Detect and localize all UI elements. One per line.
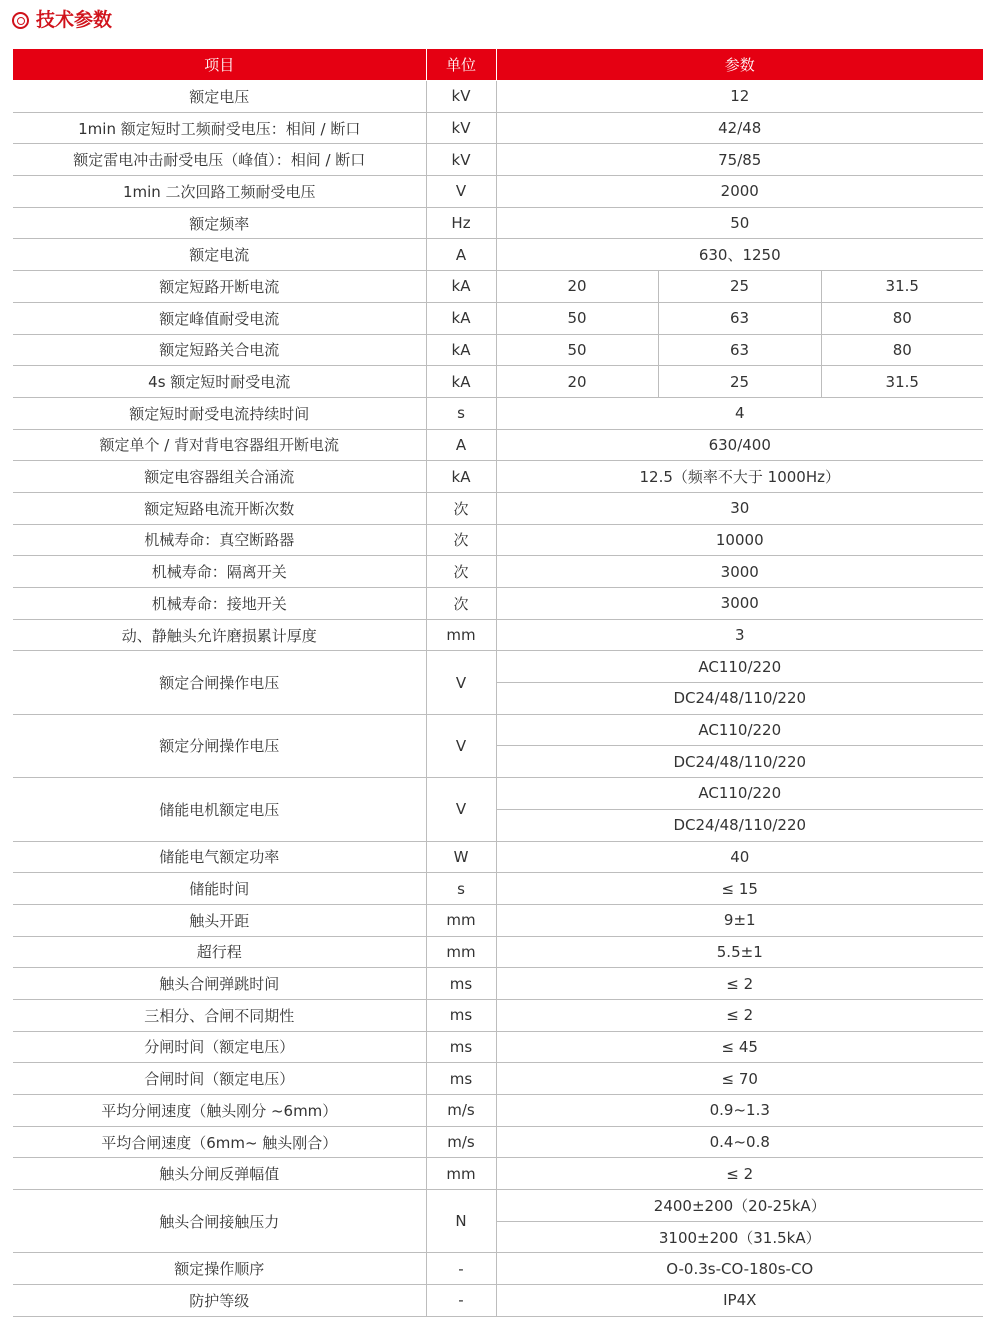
param-value: ≤ 2 xyxy=(496,1158,983,1190)
param-name: 额定电容器组关合涌流 xyxy=(13,461,426,493)
param-value: 10000 xyxy=(496,524,983,556)
table-row xyxy=(13,651,983,683)
param-name: 超行程 xyxy=(13,936,426,968)
param-unit: Hz xyxy=(426,207,496,239)
param-unit: mm xyxy=(426,1158,496,1190)
table-row xyxy=(13,461,983,493)
param-name: 额定电压 xyxy=(13,81,426,113)
table-row xyxy=(13,968,983,1000)
table-row xyxy=(13,873,983,905)
param-name: 动、静触头允许磨损累计厚度 xyxy=(13,619,426,651)
param-unit: kA xyxy=(426,271,496,303)
param-unit: kV xyxy=(426,81,496,113)
param-value: ≤ 45 xyxy=(496,1031,983,1063)
param-value: 50 xyxy=(496,302,658,334)
param-unit: - xyxy=(426,1285,496,1317)
param-name: 额定单个 / 背对背电容器组开断电流 xyxy=(13,429,426,461)
param-value: ≤ 2 xyxy=(496,999,983,1031)
param-value: 5.5±1 xyxy=(496,936,983,968)
param-unit: V xyxy=(426,778,496,841)
param-value: 630、1250 xyxy=(496,239,983,271)
param-value: 25 xyxy=(658,366,821,398)
param-unit: V xyxy=(426,651,496,714)
table-row xyxy=(13,1126,983,1158)
param-unit: ms xyxy=(426,999,496,1031)
spec-table xyxy=(13,49,983,1317)
param-name: 平均合闸速度（6mm~ 触头刚合） xyxy=(13,1126,426,1158)
table-row xyxy=(13,714,983,746)
param-unit: kA xyxy=(426,461,496,493)
param-name: 4s 额定短时耐受电流 xyxy=(13,366,426,398)
table-row xyxy=(13,239,983,271)
param-name: 额定电流 xyxy=(13,239,426,271)
param-name: 额定短路关合电流 xyxy=(13,334,426,366)
param-name: 储能电气额定功率 xyxy=(13,841,426,873)
table-row xyxy=(13,1253,983,1285)
param-value: ≤ 70 xyxy=(496,1063,983,1095)
param-name: 额定合闸操作电压 xyxy=(13,651,426,714)
param-unit: s xyxy=(426,397,496,429)
param-name: 防护等级 xyxy=(13,1285,426,1317)
param-value: 20 xyxy=(496,271,658,303)
param-value: 3 xyxy=(496,619,983,651)
header-param: 参数 xyxy=(496,49,983,81)
param-name: 额定短时耐受电流持续时间 xyxy=(13,397,426,429)
param-value: 3000 xyxy=(496,588,983,620)
double-circle-icon xyxy=(12,12,29,29)
param-value: 80 xyxy=(821,302,983,334)
table-row xyxy=(13,112,983,144)
param-unit: m/s xyxy=(426,1095,496,1127)
table-row xyxy=(13,588,983,620)
param-value: 20 xyxy=(496,366,658,398)
param-value: 63 xyxy=(658,334,821,366)
param-unit: 次 xyxy=(426,492,496,524)
param-unit: W xyxy=(426,841,496,873)
param-name: 触头分闸反弹幅值 xyxy=(13,1158,426,1190)
table-row xyxy=(13,841,983,873)
param-value: 630/400 xyxy=(496,429,983,461)
table-row xyxy=(13,334,983,366)
param-value: DC24/48/110/220 xyxy=(496,809,983,841)
param-name: 触头合闸接触压力 xyxy=(13,1190,426,1253)
param-unit: mm xyxy=(426,619,496,651)
param-unit: m/s xyxy=(426,1126,496,1158)
table-row xyxy=(13,1095,983,1127)
table-header-row xyxy=(13,49,983,81)
param-name: 平均分闸速度（触头刚分 ~6mm） xyxy=(13,1095,426,1127)
table-row xyxy=(13,1063,983,1095)
param-value: 42/48 xyxy=(496,112,983,144)
param-value: 4 xyxy=(496,397,983,429)
param-value: AC110/220 xyxy=(496,778,983,810)
param-value: ≤ 15 xyxy=(496,873,983,905)
param-value: 31.5 xyxy=(821,271,983,303)
table-row xyxy=(13,1190,983,1222)
table-row xyxy=(13,904,983,936)
param-unit: N xyxy=(426,1190,496,1253)
table-row xyxy=(13,492,983,524)
param-value: 12 xyxy=(496,81,983,113)
table-row xyxy=(13,556,983,588)
table-row xyxy=(13,1031,983,1063)
param-unit: kA xyxy=(426,302,496,334)
param-name: 额定雷电冲击耐受电压（峰值）：相间 / 断口 xyxy=(13,144,426,176)
param-value: 80 xyxy=(821,334,983,366)
param-unit: kA xyxy=(426,366,496,398)
param-value: IP4X xyxy=(496,1285,983,1317)
param-value: O-0.3s-CO-180s-CO xyxy=(496,1253,983,1285)
table-row xyxy=(13,1285,983,1317)
param-name: 额定短路开断电流 xyxy=(13,271,426,303)
param-value: 2400±200（20-25kA） xyxy=(496,1190,983,1222)
table-row xyxy=(13,619,983,651)
param-value: 50 xyxy=(496,334,658,366)
param-value: 31.5 xyxy=(821,366,983,398)
param-unit: kA xyxy=(426,334,496,366)
param-unit: mm xyxy=(426,936,496,968)
param-value: 25 xyxy=(658,271,821,303)
table-row xyxy=(13,144,983,176)
param-value: ≤ 2 xyxy=(496,968,983,1000)
table-row xyxy=(13,366,983,398)
param-unit: 次 xyxy=(426,556,496,588)
param-value: DC24/48/110/220 xyxy=(496,683,983,715)
param-unit: V xyxy=(426,176,496,208)
param-unit: V xyxy=(426,714,496,777)
table-row xyxy=(13,207,983,239)
header-unit: 单位 xyxy=(426,49,496,81)
param-unit: 次 xyxy=(426,588,496,620)
table-row xyxy=(13,81,983,113)
section-title-text: 技术参数 xyxy=(36,9,113,31)
param-unit: 次 xyxy=(426,524,496,556)
param-value: 50 xyxy=(496,207,983,239)
param-value: 63 xyxy=(658,302,821,334)
param-name: 额定短路电流开断次数 xyxy=(13,492,426,524)
param-name: 额定峰值耐受电流 xyxy=(13,302,426,334)
spec-table-body xyxy=(13,81,983,1317)
param-value: DC24/48/110/220 xyxy=(496,746,983,778)
param-name: 储能时间 xyxy=(13,873,426,905)
param-unit: mm xyxy=(426,904,496,936)
param-unit: ms xyxy=(426,1031,496,1063)
param-name: 机械寿命：真空断路器 xyxy=(13,524,426,556)
param-name: 额定分闸操作电压 xyxy=(13,714,426,777)
table-row xyxy=(13,936,983,968)
table-row xyxy=(13,778,983,810)
param-name: 1min 额定短时工频耐受电压：相间 / 断口 xyxy=(13,112,426,144)
param-unit: - xyxy=(426,1253,496,1285)
param-value: AC110/220 xyxy=(496,651,983,683)
param-value: 3000 xyxy=(496,556,983,588)
param-value: 75/85 xyxy=(496,144,983,176)
param-unit: kV xyxy=(426,144,496,176)
table-row xyxy=(13,524,983,556)
table-row xyxy=(13,302,983,334)
param-value: 9±1 xyxy=(496,904,983,936)
param-name: 触头开距 xyxy=(13,904,426,936)
param-value: 30 xyxy=(496,492,983,524)
param-value: 40 xyxy=(496,841,983,873)
table-row xyxy=(13,429,983,461)
param-value: AC110/220 xyxy=(496,714,983,746)
param-value: 3100±200（31.5kA） xyxy=(496,1221,983,1253)
param-name: 机械寿命：隔离开关 xyxy=(13,556,426,588)
param-name: 合闸时间（额定电压） xyxy=(13,1063,426,1095)
param-name: 额定频率 xyxy=(13,207,426,239)
param-unit: ms xyxy=(426,968,496,1000)
param-name: 储能电机额定电压 xyxy=(13,778,426,841)
param-value: 2000 xyxy=(496,176,983,208)
param-unit: A xyxy=(426,239,496,271)
param-unit: s xyxy=(426,873,496,905)
param-name: 额定操作顺序 xyxy=(13,1253,426,1285)
table-row xyxy=(13,1158,983,1190)
param-name: 分闸时间（额定电压） xyxy=(13,1031,426,1063)
table-row xyxy=(13,999,983,1031)
param-unit: kV xyxy=(426,112,496,144)
param-value: 0.4~0.8 xyxy=(496,1126,983,1158)
table-row xyxy=(13,271,983,303)
header-item: 项目 xyxy=(13,49,426,81)
table-row xyxy=(13,176,983,208)
param-value: 12.5（频率不大于 1000Hz） xyxy=(496,461,983,493)
param-name: 触头合闸弹跳时间 xyxy=(13,968,426,1000)
param-name: 三相分、合闸不同期性 xyxy=(13,999,426,1031)
param-name: 机械寿命：接地开关 xyxy=(13,588,426,620)
table-row xyxy=(13,397,983,429)
param-unit: A xyxy=(426,429,496,461)
param-name: 1min 二次回路工频耐受电压 xyxy=(13,176,426,208)
param-unit: ms xyxy=(426,1063,496,1095)
param-value: 0.9~1.3 xyxy=(496,1095,983,1127)
section-title xyxy=(12,3,112,37)
